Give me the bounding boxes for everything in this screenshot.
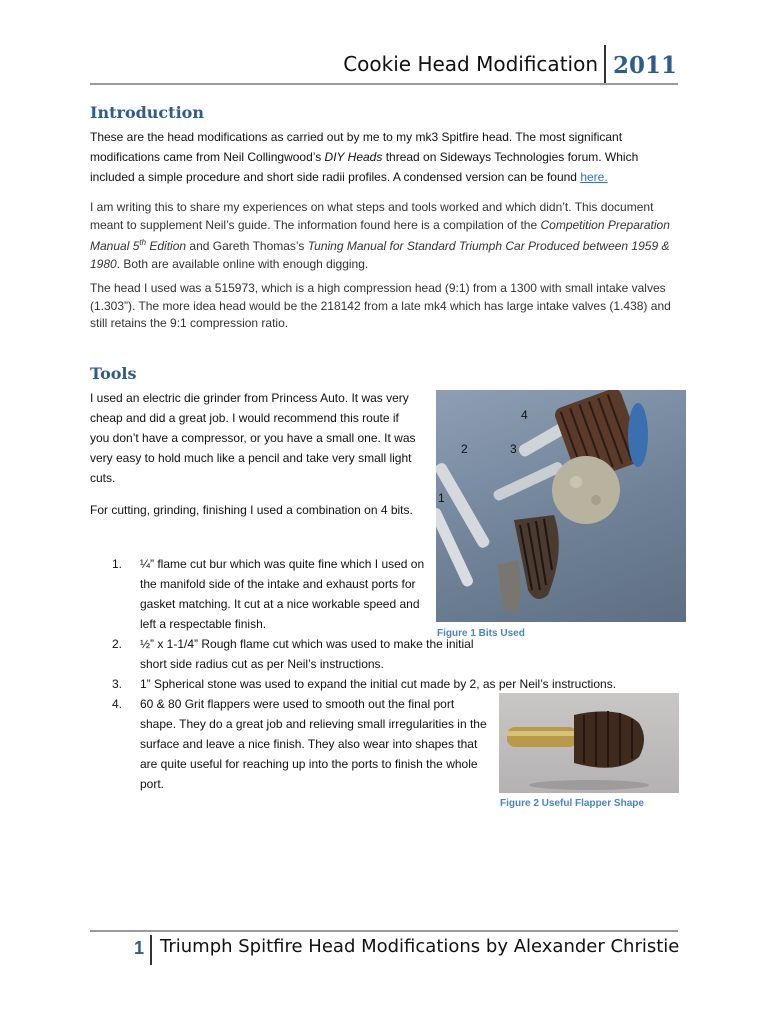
list-item — [112, 674, 670, 694]
figure-1-label-1: 1 — [438, 491, 445, 505]
list-item-text: 60 & 80 Grit flappers were used to smooth out the final port shape. They do a great job and relieving small irregularities in the surface and leave a nice finish. They also wear into shapes that are quite useful for reaching up into the ports to finish the whole port. — [140, 697, 487, 791]
intro-p1-text-2: thread on Sideways Technologies forum. Which included a simple procedure and short side radii profiles. A condensed version can be found — [90, 150, 639, 184]
intro-p2-text-2: and Gareth Thomas’s — [186, 239, 308, 253]
list-item — [112, 634, 500, 674]
list-item — [112, 694, 492, 794]
intro-p1-emphasis: DIY Heads — [324, 150, 383, 164]
header-separator — [604, 45, 606, 85]
header-year: 2011 — [613, 52, 678, 79]
intro-paragraph-1 — [90, 127, 680, 187]
footer-separator — [150, 935, 152, 965]
intro-paragraph-2 — [90, 199, 680, 273]
intro-p2-text: I am writing this to share my experiences on what steps and tools worked and which didn’t. This document meant to supplement Neil’s guide. The information found here is a compilation of the — [90, 200, 654, 232]
header-rule — [90, 83, 678, 85]
list-item-text: 1” Spherical stone was used to expand the initial cut made by 2, as per Neil’s instructions. — [140, 677, 617, 691]
figure-2-photo — [499, 693, 679, 793]
intro-p2-superscript: th — [139, 238, 147, 247]
condensed-version-link[interactable]: here. — [580, 170, 608, 184]
list-item-number: 2. — [112, 637, 123, 651]
footer-rule — [90, 930, 678, 932]
list-item-number: 3. — [112, 677, 123, 691]
intro-heading: Introduction — [90, 103, 204, 122]
intro-p1-text: These are the head modifications as carried out by me to my mk3 Spitfire head. The most significant modifications came from Neil Collingwood’s — [90, 130, 623, 164]
figure-1-label-3: 3 — [510, 442, 517, 456]
figure-1-caption: Figure 1 Bits Used — [437, 628, 525, 639]
figure-2-caption: Figure 2 Useful Flapper Shape — [500, 798, 644, 809]
tools-paragraph-1: I used an electric die grinder from Princess Auto. It was very cheap and did a great job. I would recommend this route if you don’t have a compressor, or you have a small one. It was very easy to hold much like a pencil and take very small light cuts. — [90, 391, 416, 485]
list-item-number: 1. — [112, 557, 123, 571]
flapper-illustration — [499, 693, 679, 793]
intro-p2-text-3: . Both are available online with enough digging. — [116, 256, 369, 271]
header-title: Cookie Head Modification — [343, 52, 598, 76]
tools-heading: Tools — [90, 364, 137, 383]
list-item-text: ¼” flame cut bur which was quite fine which I used on the manifold side of the intake and exhaust ports for gasket matching. It cut at a nice workable speed and left a respectable finish. — [140, 557, 425, 631]
list-item-number: 4. — [112, 697, 123, 711]
footer-text: Triumph Spitfire Head Modifications by Alexander Christie — [160, 936, 680, 957]
list-item-text: ½” x 1-1/4” Rough flame cut which was used to make the initial short side radius cut as per Neil’s instructions. — [140, 637, 474, 671]
intro-p2-emphasis-2: Tuning Manual for Standard Triumph Car Produced between 1959 & 1980 — [90, 239, 670, 271]
figure-1-label-4: 4 — [521, 408, 528, 422]
page-number: 1 — [134, 938, 145, 958]
tools-paragraph-2: For cutting, grinding, finishing I used a combination on 4 bits. — [90, 503, 413, 517]
figure-1-label-2: 2 — [461, 442, 468, 456]
list-item — [112, 554, 436, 634]
intro-p2-emphasis-1b: Edition — [146, 239, 187, 253]
intro-p2-emphasis-1a: Competition Preparation Manual 5 — [90, 217, 670, 253]
intro-paragraph-3: The head I used was a 515973, which is a high compression head (9:1) from a 1300 with small intake valves (1.303”). The more idea head would be the 218142 from a late mk4 which has large intake valves (1.438) and still retains the 9:1 compression ratio. — [90, 281, 671, 330]
